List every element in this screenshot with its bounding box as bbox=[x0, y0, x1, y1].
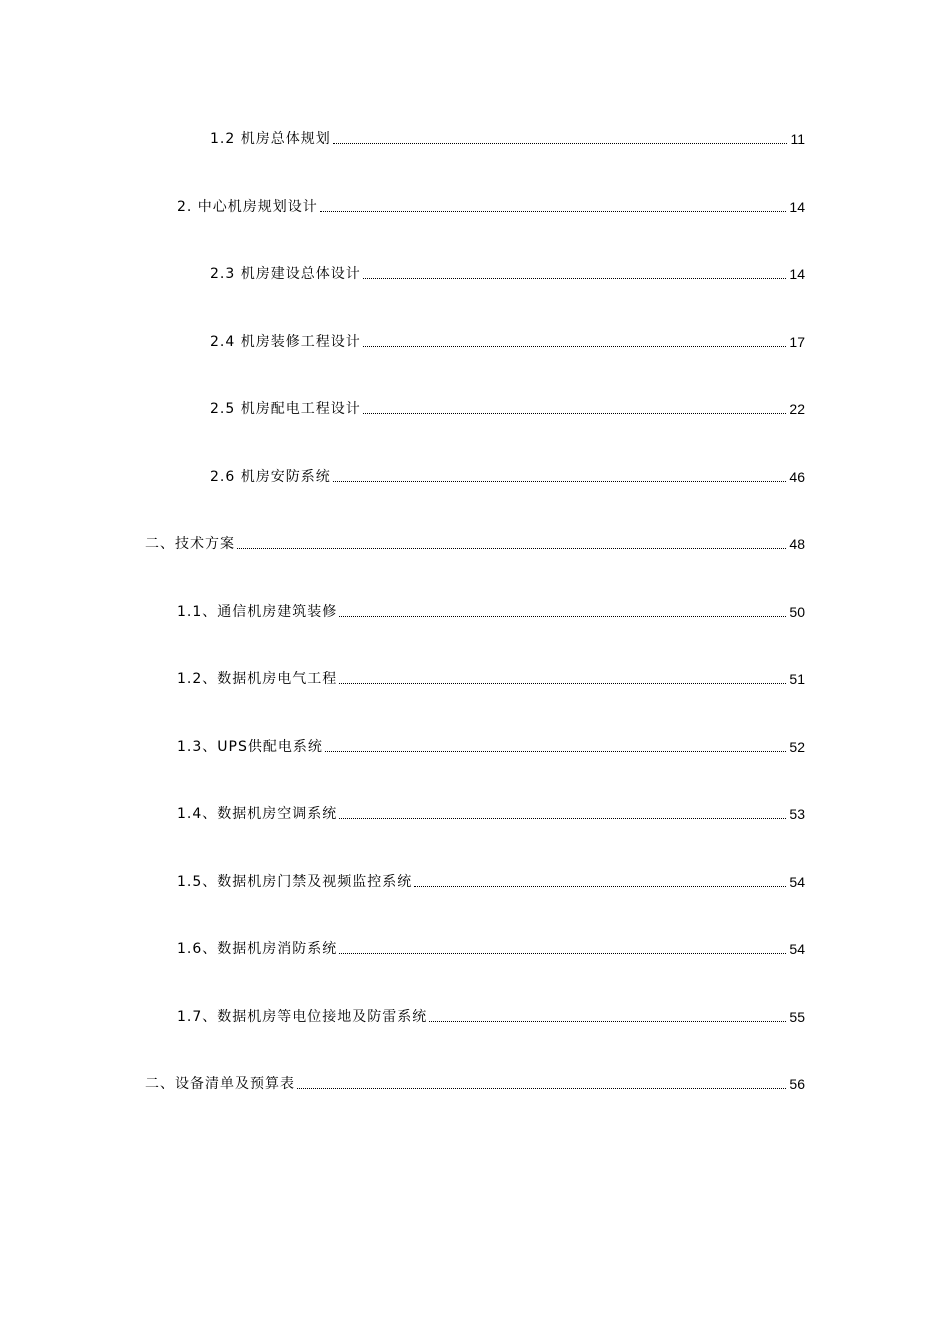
toc-entry-label: 1.3、UPS供配电系统 bbox=[177, 739, 323, 755]
toc-entry[interactable] bbox=[210, 124, 805, 148]
toc-entry[interactable] bbox=[210, 462, 805, 486]
toc-dot-leader bbox=[429, 1020, 786, 1022]
toc-entry[interactable] bbox=[177, 934, 805, 958]
toc-entry-label: 1.4、数据机房空调系统 bbox=[177, 806, 338, 822]
toc-entry-label: 1.2 机房总体规划 bbox=[210, 131, 331, 147]
toc-entry-page: 52 bbox=[789, 739, 805, 755]
toc-dot-leader bbox=[363, 412, 787, 414]
toc-entry-page: 22 bbox=[789, 401, 805, 417]
toc-entry-label: 二、设备清单及预算表 bbox=[145, 1076, 295, 1092]
toc-dot-leader bbox=[339, 682, 786, 684]
toc-entry-page: 53 bbox=[789, 806, 805, 822]
toc-entry-label: 2.6 机房安防系统 bbox=[210, 469, 331, 485]
toc-entry-page: 51 bbox=[789, 671, 805, 687]
toc-entry-label: 2.3 机房建设总体设计 bbox=[210, 266, 361, 282]
toc-entry[interactable] bbox=[210, 394, 805, 418]
toc-entry-label: 二、技术方案 bbox=[145, 536, 235, 552]
toc-entry-page: 54 bbox=[789, 874, 805, 890]
toc-dot-leader bbox=[237, 547, 786, 549]
toc-entry-page: 48 bbox=[789, 536, 805, 552]
toc-entry[interactable] bbox=[177, 664, 805, 688]
toc-dot-leader bbox=[320, 210, 787, 212]
toc-entry[interactable] bbox=[177, 732, 805, 756]
toc-entry[interactable] bbox=[177, 597, 805, 621]
toc-entry-label: 1.5、数据机房门禁及视频监控系统 bbox=[177, 874, 413, 890]
toc-entry-page: 17 bbox=[789, 334, 805, 350]
toc-entry-page: 46 bbox=[789, 469, 805, 485]
toc-entry[interactable] bbox=[177, 1002, 805, 1026]
toc-dot-leader bbox=[325, 750, 787, 752]
toc-dot-leader bbox=[363, 277, 787, 279]
toc-entry-page: 55 bbox=[789, 1009, 805, 1025]
toc-entry-page: 50 bbox=[789, 604, 805, 620]
toc-entry-page: 14 bbox=[789, 199, 805, 215]
toc-dot-leader bbox=[363, 345, 787, 347]
toc-dot-leader bbox=[414, 885, 786, 887]
toc-entry[interactable] bbox=[177, 867, 805, 891]
toc-entry[interactable] bbox=[177, 799, 805, 823]
toc-entry-label: 1.7、数据机房等电位接地及防雷系统 bbox=[177, 1009, 428, 1025]
toc-dot-leader bbox=[339, 952, 786, 954]
toc-dot-leader bbox=[297, 1087, 786, 1089]
toc-entry[interactable] bbox=[210, 327, 805, 351]
toc-dot-leader bbox=[333, 480, 787, 482]
toc-entry[interactable] bbox=[177, 192, 805, 216]
toc-entry-label: 2.4 机房装修工程设计 bbox=[210, 334, 361, 350]
toc-dot-leader bbox=[333, 142, 788, 144]
toc-entry-label: 2.5 机房配电工程设计 bbox=[210, 401, 361, 417]
toc-entry-page: 14 bbox=[789, 266, 805, 282]
toc-entry[interactable] bbox=[145, 529, 805, 553]
toc-entry[interactable] bbox=[145, 1069, 805, 1093]
toc-dot-leader bbox=[339, 615, 786, 617]
toc-entry-page: 56 bbox=[789, 1076, 805, 1092]
toc-dot-leader bbox=[339, 817, 786, 819]
toc-entry-label: 2. 中心机房规划设计 bbox=[177, 199, 318, 215]
toc-entry-page: 11 bbox=[790, 131, 805, 147]
toc-entry-label: 1.1、通信机房建筑装修 bbox=[177, 604, 338, 620]
toc-entry-label: 1.2、数据机房电气工程 bbox=[177, 671, 338, 687]
toc-entry-label: 1.6、数据机房消防系统 bbox=[177, 941, 338, 957]
toc-entry-page: 54 bbox=[789, 941, 805, 957]
toc-entry[interactable] bbox=[210, 259, 805, 283]
